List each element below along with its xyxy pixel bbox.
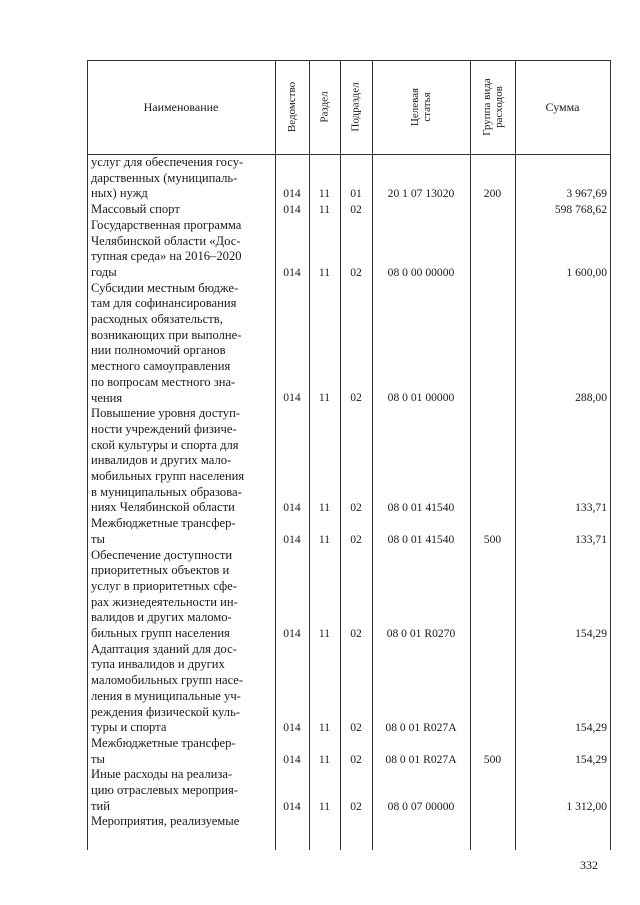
- header-name: [87, 60, 275, 154]
- row-podrazdel: 02: [350, 799, 362, 813]
- row-name-line: приоритетных объектов и: [91, 563, 230, 578]
- row-name-line: расходных обязательств,: [91, 312, 223, 326]
- header-gruppa-label: [481, 78, 505, 136]
- row-name-line: Государственная программа: [91, 217, 242, 232]
- table-row: [87, 642, 611, 736]
- row-name-line: Мероприятия, реализуемые: [91, 814, 240, 829]
- row-name-line: ных) нужд: [91, 186, 148, 201]
- row-podrazdel: 02: [350, 721, 362, 735]
- row-name-line: там для софинансирования: [91, 296, 237, 311]
- row-celevaya: 08 0 01 R027A: [385, 721, 457, 735]
- row-name-line: Межбюджетные трансфер-: [91, 735, 236, 750]
- header-summa: [515, 60, 610, 154]
- row-name-line: чения: [91, 390, 123, 405]
- table-row: [87, 767, 611, 814]
- header-razdel: [309, 60, 340, 154]
- row-name-line: годы: [91, 264, 117, 279]
- row-vedomstvo: 014: [283, 532, 301, 546]
- row-podrazdel: 02: [350, 391, 362, 405]
- row-razdel: 11: [318, 752, 331, 766]
- row-name: [91, 202, 265, 218]
- row-name-line: ления в муниципальные уч-: [91, 688, 241, 703]
- row-podrazdel: 02: [350, 627, 362, 640]
- header-celevaya-label: [409, 88, 433, 126]
- row-gruppa: 200: [483, 187, 502, 201]
- row-celevaya: 08 0 07 00000: [387, 799, 455, 813]
- row-vedomstvo: 014: [283, 203, 301, 217]
- table-row: [87, 155, 611, 202]
- row-razdel: 11: [318, 501, 331, 515]
- table-row: [87, 281, 611, 407]
- row-name: [91, 767, 265, 814]
- table-row: [87, 406, 611, 516]
- row-razdel: 11: [318, 391, 331, 405]
- table-row: [87, 516, 611, 547]
- page-number: 332: [580, 858, 598, 872]
- row-name: [91, 642, 265, 736]
- row-gruppa: 500: [483, 752, 502, 766]
- row-vedomstvo: 014: [283, 501, 301, 515]
- row-name-line: ты: [91, 531, 105, 546]
- row-name-line: тупная среда» на 2016–2020: [91, 249, 242, 264]
- row-name-line: местного самоуправления: [91, 359, 231, 374]
- header-razdel-label: Раздел: [318, 91, 331, 123]
- row-summa: 3 967,69: [566, 187, 607, 201]
- row-name-line: Челябинской области «Дос-: [91, 233, 241, 248]
- row-name-line: Межбюджетные трансфер-: [91, 516, 236, 531]
- row-name: [91, 281, 265, 407]
- header-gruppa-line: Группа вида: [480, 78, 493, 136]
- row-name-line: ской культуры и спорта для: [91, 437, 239, 452]
- table-row: [87, 736, 611, 767]
- row-name-line: тий: [91, 798, 110, 813]
- row-razdel: 11: [318, 532, 331, 546]
- row-name-line: рах жизнедеятельности ин-: [91, 594, 238, 609]
- table-row: [87, 202, 611, 218]
- row-name-line: Массовый спорт: [91, 202, 180, 217]
- row-podrazdel: 02: [350, 752, 362, 766]
- row-name: [91, 516, 265, 547]
- row-name-line: дарственных (муниципаль-: [91, 170, 238, 185]
- row-name-line: бильных групп населения: [91, 626, 230, 641]
- header-gruppa: [470, 60, 515, 154]
- row-name-line: Иные расходы на реализа-: [91, 767, 233, 782]
- row-podrazdel: 02: [350, 501, 362, 515]
- row-name-line: маломобильных групп насе-: [91, 673, 244, 688]
- row-summa: 154,29: [575, 752, 607, 766]
- row-vedomstvo: 014: [283, 187, 301, 201]
- header-vedomstvo-label: Ведомство: [286, 81, 299, 133]
- budget-table: [87, 60, 611, 850]
- row-celevaya: 08 0 01 R0270: [386, 627, 456, 640]
- row-name: [91, 155, 265, 202]
- row-summa: 1 312,00: [566, 799, 607, 813]
- row-summa: 154,29: [575, 627, 607, 640]
- row-name-line: мобильных групп населения: [91, 469, 245, 483]
- row-name-line: нии полномочий органов: [91, 343, 226, 358]
- row-celevaya: 08 0 01 41540: [387, 532, 455, 546]
- row-celevaya: 08 0 01 00000: [387, 391, 455, 405]
- row-razdel: 11: [318, 721, 331, 735]
- row-summa: 133,71: [575, 532, 607, 546]
- row-podrazdel: 01: [350, 187, 362, 201]
- row-name-line: в муниципальных образова-: [91, 484, 242, 499]
- row-name-line: по вопросам местного зна-: [91, 374, 236, 389]
- row-name-line: Субсидии местным бюдже-: [91, 280, 239, 295]
- row-name: [91, 218, 265, 281]
- row-name-line: Обеспечение доступности: [91, 547, 233, 562]
- row-podrazdel: 02: [350, 203, 362, 217]
- row-name: [91, 406, 265, 516]
- row-podrazdel: 02: [350, 532, 362, 546]
- row-summa: 598 768,62: [554, 203, 607, 217]
- table-row: [87, 814, 611, 830]
- row-name-line: туры и спорта: [91, 720, 167, 735]
- header-summa-label: Сумма: [545, 99, 580, 114]
- header-celevaya: [372, 60, 470, 154]
- row-name-line: реждения физической куль-: [91, 704, 241, 719]
- row-name-line: ниях Челябинской области: [91, 500, 235, 515]
- row-podrazdel: 02: [350, 265, 362, 279]
- row-summa: 1 600,00: [566, 265, 607, 279]
- row-vedomstvo: 014: [283, 391, 301, 405]
- row-razdel: 11: [318, 799, 331, 813]
- row-vedomstvo: 014: [283, 265, 301, 279]
- row-vedomstvo: 014: [283, 799, 301, 813]
- row-name-line: возникающих при выполне-: [91, 327, 242, 342]
- row-summa: 288,00: [575, 391, 607, 405]
- header-celevaya-line: Целевая: [408, 87, 421, 127]
- row-name-line: ности учреждений физиче-: [91, 421, 237, 436]
- row-vedomstvo: 014: [283, 752, 301, 766]
- row-name-line: цию отраслевых мероприя-: [91, 783, 238, 797]
- row-summa: 133,71: [575, 501, 607, 515]
- row-razdel: 11: [318, 187, 331, 201]
- row-name-line: валидов и других маломо-: [91, 610, 232, 625]
- row-celevaya: 08 0 01 R027A: [385, 752, 457, 766]
- row-celevaya: 08 0 01 41540: [387, 501, 455, 515]
- row-razdel: 11: [318, 265, 331, 279]
- row-razdel: 11: [318, 203, 331, 217]
- header-celevaya-line: статья: [420, 92, 433, 122]
- header-vedomstvo: [275, 60, 309, 154]
- row-name-line: инвалидов и других мало-: [91, 453, 232, 468]
- header-podrazdel-label: Подраздел: [350, 82, 363, 132]
- row-razdel: 11: [318, 627, 331, 640]
- table-row: [87, 548, 611, 642]
- row-name: [91, 736, 265, 767]
- row-name-line: ты: [91, 751, 105, 766]
- row-gruppa: 500: [483, 532, 502, 546]
- row-name-line: услуг в приоритетных сфе-: [91, 578, 237, 593]
- row-name: [91, 814, 265, 830]
- table-row: [87, 218, 611, 281]
- row-vedomstvo: 014: [283, 627, 301, 640]
- row-summa: 154,29: [575, 721, 607, 735]
- row-name: [91, 548, 265, 642]
- row-celevaya: 08 0 00 00000: [387, 265, 455, 279]
- row-name-line: услуг для обеспечения госу-: [91, 155, 244, 169]
- row-name-line: Адаптация зданий для дос-: [91, 641, 237, 656]
- header-name-label: Наименование: [143, 99, 219, 114]
- row-celevaya: 20 1 07 13020: [387, 187, 455, 201]
- row-name-line: Повышение уровня доступ-: [91, 406, 240, 421]
- header-gruppa-line: расходов: [492, 86, 505, 128]
- row-vedomstvo: 014: [283, 721, 301, 735]
- header-podrazdel: [340, 60, 372, 154]
- row-name-line: тупа инвалидов и других: [91, 657, 225, 672]
